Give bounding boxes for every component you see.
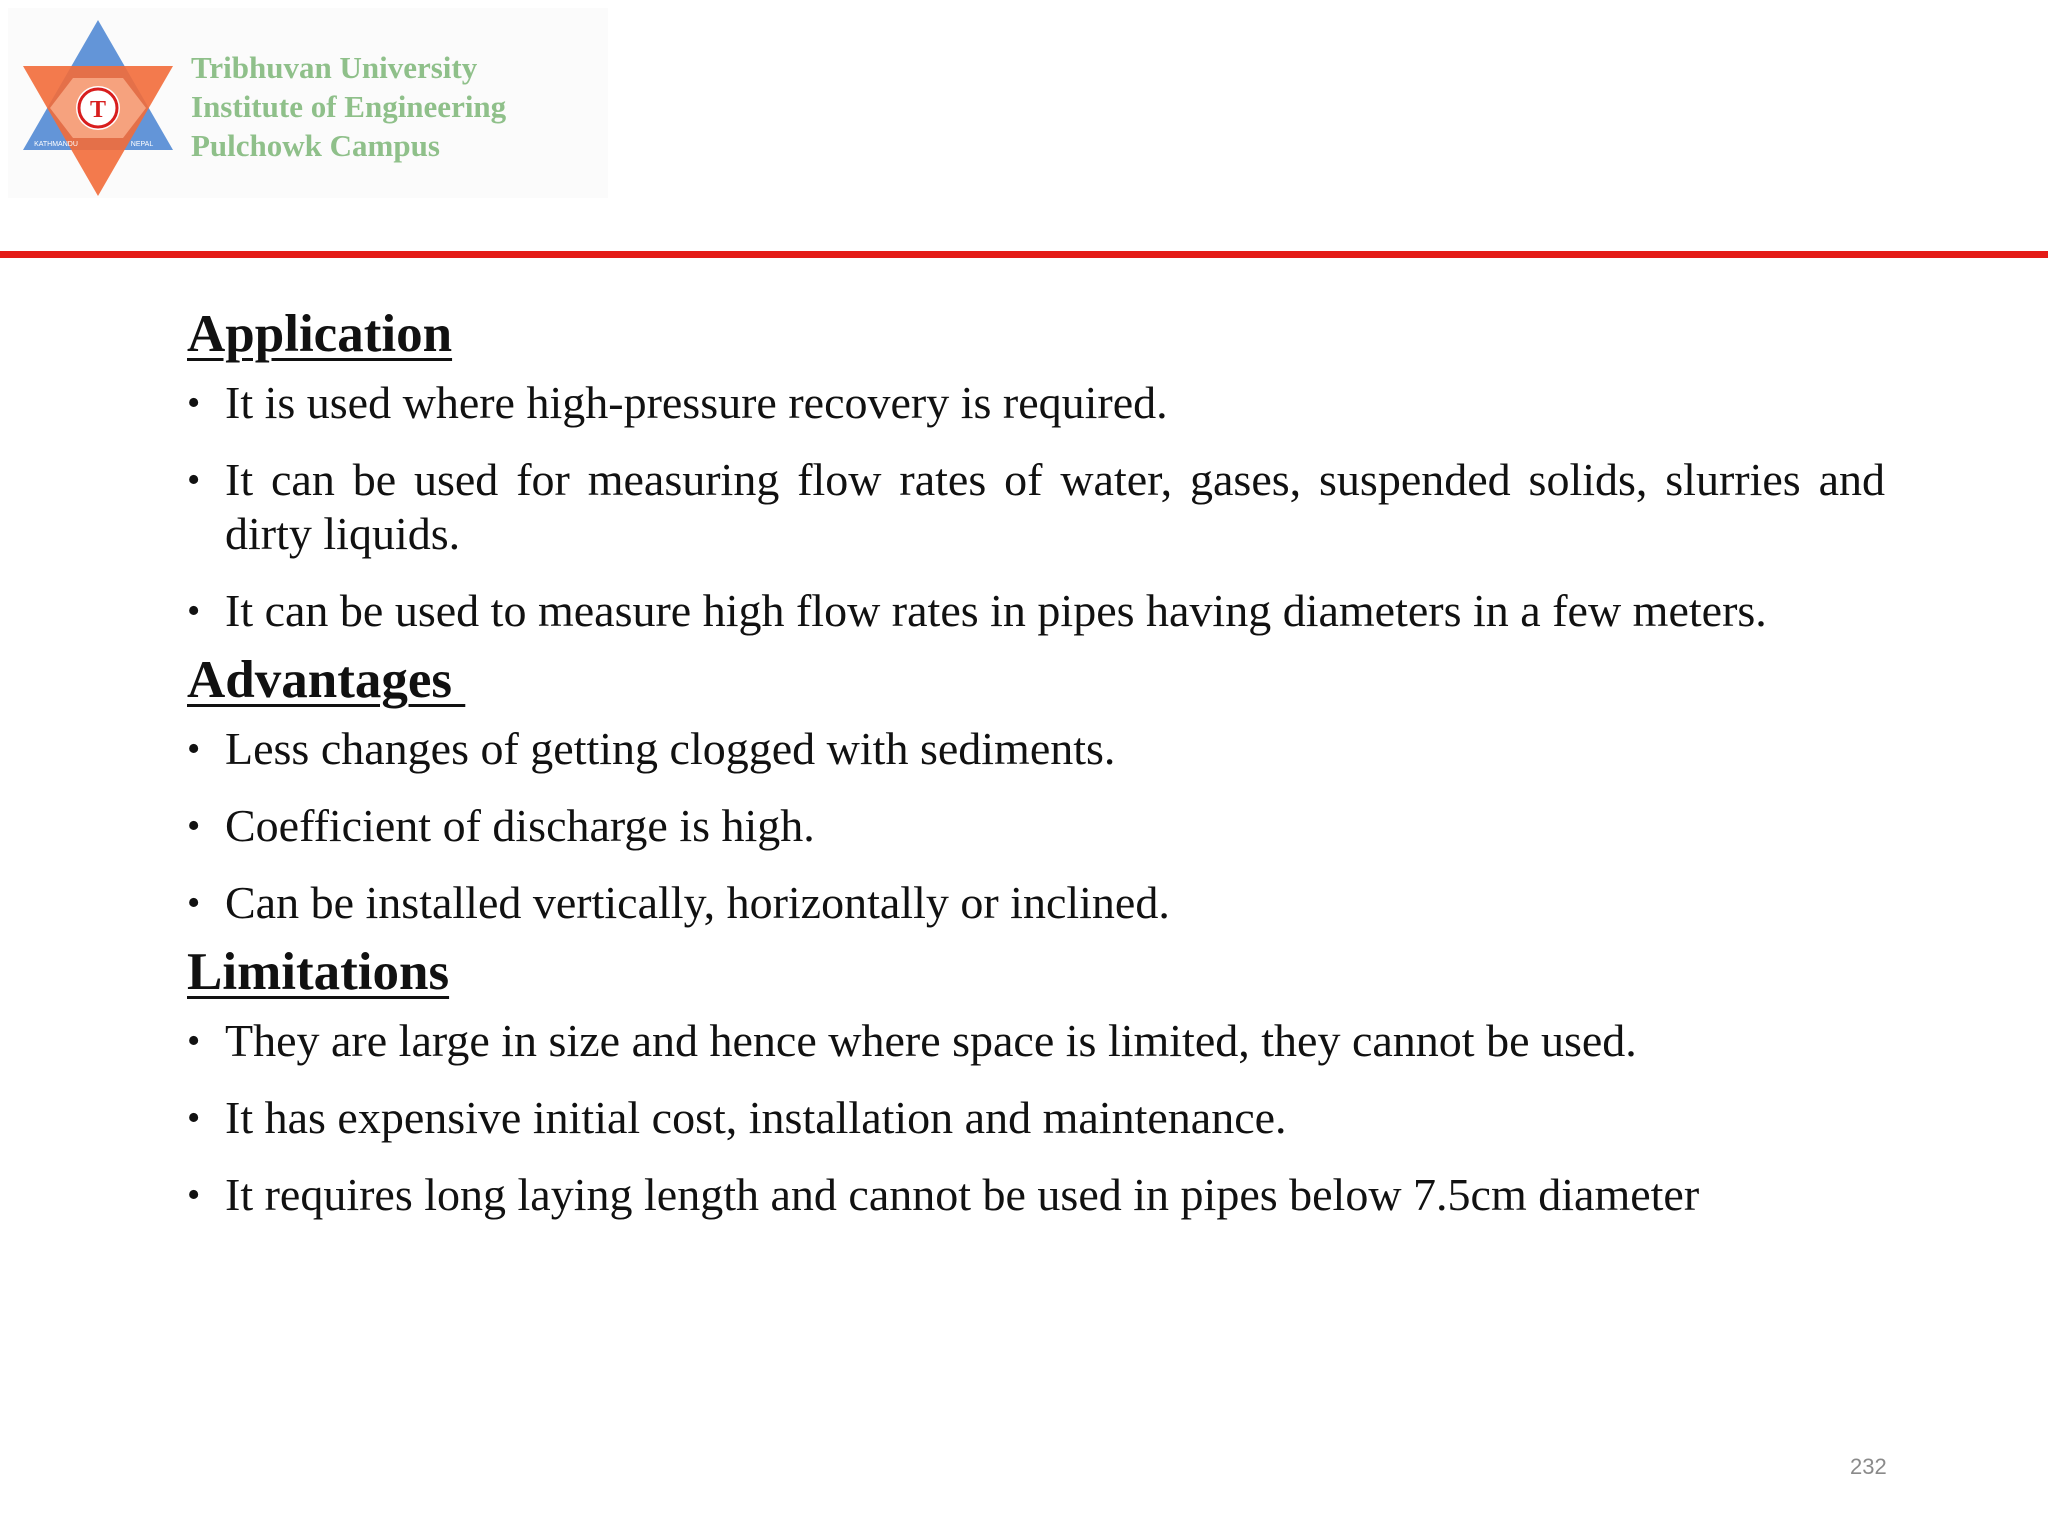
svg-text:T: T: [89, 97, 107, 123]
list-item: [187, 376, 1885, 430]
page-number: 232: [1850, 1454, 1887, 1479]
institution-logo: [8, 8, 608, 198]
university-emblem-icon: [18, 18, 178, 198]
list-item: [187, 1168, 1885, 1222]
advantages-list: [187, 722, 1885, 930]
list-item: [187, 799, 1885, 853]
bullet-text: It has expensive initial cost, installation and maintenance.: [225, 1092, 1287, 1143]
bullet-text: Less changes of getting clogged with sediments.: [225, 723, 1116, 774]
application-list: [187, 376, 1885, 638]
bullet-text: They are large in size and hence where space is limited, they cannot be used.: [225, 1015, 1637, 1066]
bullet-text: It requires long laying length and cannot be used in pipes below 7.5cm diameter: [225, 1169, 1700, 1220]
list-item: [187, 876, 1885, 930]
logo-line-institute: Institute of Engineering: [191, 89, 507, 124]
header-divider: [0, 251, 2048, 258]
bullet-icon: •: [187, 1174, 201, 1216]
bullet-icon: •: [187, 590, 201, 632]
bullet-icon: •: [187, 1020, 201, 1062]
slide-header: [0, 0, 2048, 252]
section-heading-advantages: Advantages: [187, 651, 466, 709]
bullet-text: It can be used for measuring flow rates of water, gases, suspended solids, slurries and dirty liquids.: [225, 454, 1885, 559]
bullet-text: Coefficient of discharge is high.: [225, 800, 815, 851]
logo-wordmark: [191, 48, 506, 165]
bullet-icon: •: [187, 805, 201, 847]
bullet-icon: •: [187, 1097, 201, 1139]
logo-line-campus: Pulchowk Campus: [191, 128, 440, 163]
section-heading-limitations: Limitations: [187, 943, 450, 1001]
bullet-icon: •: [187, 382, 201, 424]
slide-body: [187, 298, 1885, 1222]
bullet-text: It is used where high-pressure recovery is required.: [225, 377, 1168, 428]
list-item: [187, 1091, 1885, 1145]
list-item: [187, 584, 1885, 638]
limitations-list: [187, 1014, 1885, 1222]
list-item: [187, 453, 1885, 561]
svg-text:NEPAL: NEPAL: [130, 141, 154, 148]
bullet-icon: •: [187, 728, 201, 770]
svg-text:KATHMANDU: KATHMANDU: [34, 141, 78, 148]
list-item: [187, 722, 1885, 776]
section-heading-application: Application: [187, 305, 453, 363]
bullet-text: It can be used to measure high flow rates in pipes having diameters in a few meters.: [225, 585, 1767, 636]
logo-line-university: Tribhuvan University: [191, 50, 478, 85]
bullet-text: Can be installed vertically, horizontally or inclined.: [225, 877, 1170, 928]
bullet-icon: •: [187, 882, 201, 924]
bullet-icon: •: [187, 459, 201, 501]
list-item: [187, 1014, 1885, 1068]
